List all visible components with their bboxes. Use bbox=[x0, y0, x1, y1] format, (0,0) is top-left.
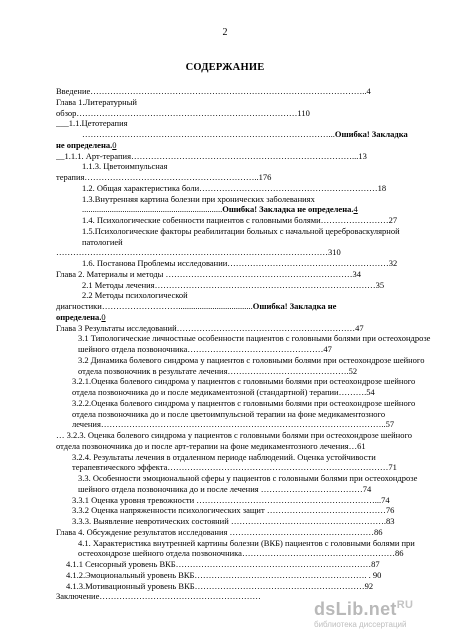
toc-line bbox=[56, 204, 431, 215]
toc-line: 4.1.1 Сенсорный уровень ВКБ……………………………………………………………87 bbox=[66, 559, 380, 569]
toc-line: Глава 2. Материалы и методы …………………………………………………………34 bbox=[56, 268, 362, 279]
toc-line: 1.3.Внутренняя картина болезни при хронических заболеваниях bbox=[82, 193, 315, 204]
page-number: 2 bbox=[222, 27, 228, 38]
toc-line: 3.2.2.Оценка болевого синдрома у пациентов с головными болями при остеохондрозе шейного отдела позвоночника до и после цветоимпульсной терапии на фоне медикаментозного лечения………………………………………………………………………………………..57 bbox=[72, 397, 416, 430]
toc-line: 1.5.Психологические факторы реабилитации больных с начальной цереброваскулярной патологией bbox=[82, 225, 400, 247]
toc-line bbox=[56, 140, 431, 151]
toc-line bbox=[56, 129, 431, 140]
bookmark-error: Ошибка! Закладка bbox=[334, 129, 408, 139]
bookmark-error: Ошибка! Закладка не bbox=[252, 301, 337, 311]
toc-line: Глава 3 Результаты исследований………………………………………………………47 bbox=[56, 322, 364, 333]
table-of-contents bbox=[56, 86, 431, 602]
toc-line: 2.1 Методы лечения……………………………………………………………………35 bbox=[82, 279, 385, 290]
toc-line: 3.3. Особенности эмоциональной сферы у пациентов с головными болями при остеохондрозе шейного отдела позвоночника до и после лечения ………………………………74 bbox=[78, 473, 418, 494]
toc-leader: диагностики………………………................................... bbox=[56, 301, 253, 311]
toc-line: 3.1 Типологические личностные особенности пациентов с головными болями при остеохондрозе шейного отдела позвоночника…………………………………………47 bbox=[78, 333, 431, 354]
bookmark-error: определена. bbox=[56, 311, 102, 322]
toc-page-ref: 0 bbox=[112, 139, 117, 150]
toc-leader: ……………………………………………………………………………... bbox=[82, 129, 335, 139]
toc-line: Введение……………………………………………………………………………………..4 bbox=[56, 86, 371, 96]
toc-line: 3.3.3. Выявление невротических состояний ……………………………………………….83 bbox=[72, 516, 395, 526]
toc-line: 4.1. Характеристика внутренней картины болезни (ВКБ) пациентов с головными болями при остеохондрозе шейного отдела позвоночника………………………………………………86 bbox=[78, 537, 415, 559]
watermark-logo: dsLib.net$^{RU}$ bbox=[314, 599, 414, 619]
bookmark-error: не определена. bbox=[56, 139, 113, 150]
toc-line: __1.1.1. Арт-терапия……………………………………………………………………...13 bbox=[56, 150, 367, 161]
bookmark-error: Ошибка! Закладка не определена. bbox=[222, 204, 354, 215]
toc-line: … 3.2.3. Оценка болевого синдрома у пациентов с головными болями при остеохондрозе шейного отдела позвоночника до и после арт-терапии на фоне медикаментозного лечения…61 bbox=[56, 430, 412, 451]
toc-line: 1.6. Постанова Проблемы исследовании…………………………………………………32 bbox=[82, 258, 398, 268]
watermark-logo-suffix: RU bbox=[396, 599, 414, 611]
toc-line: ……………………………………………………………………………………310 bbox=[56, 247, 341, 258]
toc-page-ref: 0 bbox=[101, 311, 106, 322]
toc-line: 4.1.2.Эмоциональный уровень ВКБ……………………………………………………. . 90 bbox=[66, 569, 382, 580]
toc-line: терапия……………………………………………………..176 bbox=[56, 172, 272, 182]
toc-line: 1.2. Общая характеристика боли………………………………………………………18 bbox=[82, 182, 387, 193]
toc-line: 4.1.3.Мотивационный уровень ВКБ……………………………………………………92 bbox=[66, 580, 374, 591]
toc-line: Заключение………………………………………………… bbox=[56, 591, 261, 602]
toc-line: обзор……………………………………………………………………110 bbox=[56, 107, 310, 118]
toc-line: 3.2.1.Оценка болевого синдрома у пациентов с головными болями при остеохондрозе шейного отдела позвоночника до и после медикаментозной (стандартной) терапии……….54 bbox=[72, 376, 416, 397]
toc-line bbox=[56, 301, 431, 312]
toc-line bbox=[56, 312, 431, 323]
toc-line: 2.2 Методы психологической bbox=[82, 290, 188, 301]
toc-line: ___1.1.Цетотерапия bbox=[56, 118, 128, 129]
toc-line: Глава 4. Обсуждение результатов исследования ……………………………………………86 bbox=[56, 526, 383, 537]
toc-line: 3.2.4. Результаты лечения в отдаленном периоде наблюдений. Оценка устойчивости терапевтического эффекта……………………………………………………………………71 bbox=[72, 451, 397, 473]
watermark-tagline: библиотека диссертаций bbox=[314, 620, 407, 629]
toc-leader: .................................................................. bbox=[82, 204, 223, 215]
toc-line: Глава 1.Литературный bbox=[56, 96, 137, 107]
toc-line: 3.2 Динамика болевого синдрома у пациентов с головными болями при остеохондрозе шейного отдела позвоночник в результате лечения…………………………………….52 bbox=[78, 354, 425, 376]
toc-page-ref: 4 bbox=[353, 204, 358, 215]
toc-line: 3.3.1 Оценка уровня тревожности ………………………………………………………...74 bbox=[72, 494, 390, 505]
toc-line: 1.4. Психологические собенности пациентов с головными болями……………………27 bbox=[82, 215, 398, 225]
watermark bbox=[314, 599, 436, 629]
page-title: СОДЕРЖАНИЕ bbox=[185, 62, 265, 73]
toc-line: 1.1.3. Цветоимпульсная bbox=[82, 161, 168, 172]
toc-line: 3.3.2 Оценка напряженности психологических защит ……………………………………76 bbox=[72, 505, 395, 516]
